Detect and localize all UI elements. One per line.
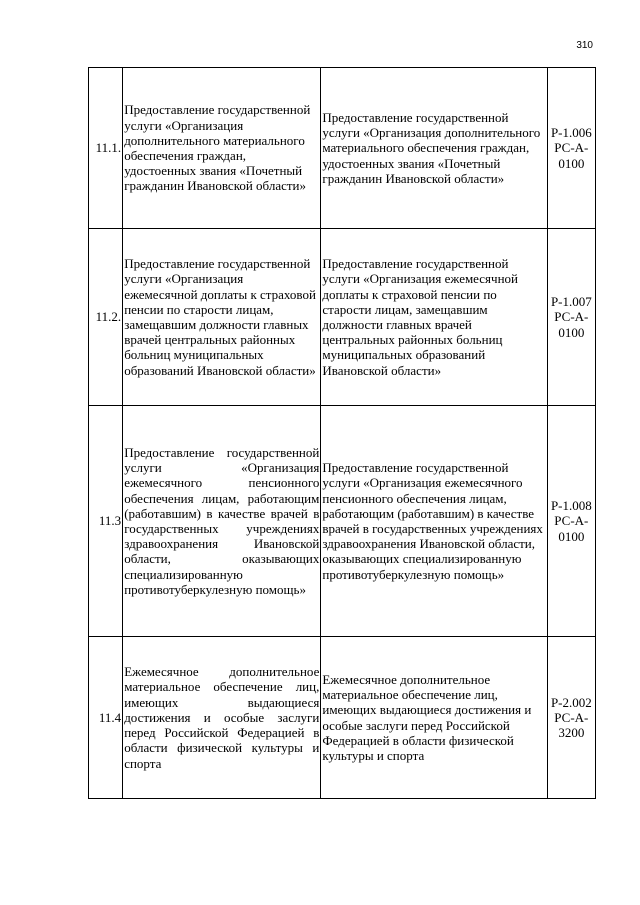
- row-name: Предоставление государственной услуги «Организация дополнительного материального обеспечения граждан, удостоенных звания «Почетный гражданин Ивановской области»: [123, 68, 321, 229]
- table-row: [89, 637, 596, 799]
- row-code: [547, 68, 595, 229]
- row-service: Предоставление государственной услуги «Организация дополнительного материального обеспечения граждан, удостоенных звания «Почетный гражданин Ивановской области»: [321, 68, 547, 229]
- row-name: Предоставление государственной услуги «Организация ежемесячного пенсионного обеспечения лицам, работающим (работавшим) в качестве врачей в государственных учреждениях здравоохранения Ивановской области, оказывающих специализированную противотуберкулезную помощь»: [123, 406, 321, 637]
- row-number: 11.2.: [89, 229, 123, 406]
- row-service: Предоставление государственной услуги «Организация ежемесячной доплаты к страховой пенсии по старости лицам, замещавшим должности главных врачей центральных районных больниц муниципальных образований Ивановской области»: [321, 229, 547, 406]
- page-number: 310: [576, 40, 593, 51]
- code-line: 3200: [558, 725, 585, 741]
- code-line: РС-А-: [554, 709, 589, 725]
- row-code: [547, 229, 595, 406]
- row-code: [547, 406, 595, 637]
- row-name: Предоставление государственной услуги «Организация ежемесячной доплаты к страховой пенсии по старости лицам, замещавшим должности главных врачей центральных районных больниц муниципальных образований Ивановской области»: [123, 229, 321, 406]
- row-number: 11.1.: [89, 68, 123, 229]
- code-line: РС-А-: [554, 513, 589, 529]
- code-line: РС-А-: [554, 309, 589, 325]
- code-line: 0100: [558, 155, 585, 171]
- services-table: [88, 67, 596, 799]
- row-number: 11.3: [89, 406, 123, 637]
- code-line: 0100: [558, 324, 585, 340]
- row-number: 11.4: [89, 637, 123, 799]
- code-line: Р-1.007: [550, 294, 592, 310]
- row-service: Ежемесячное дополнительное материальное обеспечение лиц, имеющих выдающиеся достижения и особые заслуги перед Российской Федерацией в области физической культуры и спорта: [321, 637, 547, 799]
- row-name: Ежемесячное дополнительное материальное обеспечение лиц, имеющих выдающиеся достижения и особые заслуги перед Российской Федерацией в области физической культуры и спорта: [123, 637, 321, 799]
- row-service: Предоставление государственной услуги «Организация ежемесячного пенсионного обеспечения лицам, работающим (работавшим) в качестве врачей в государственных учреждениях здравоохранения Ивановской области, оказывающих специализированную противотуберкулезную помощь»: [321, 406, 547, 637]
- table-row: [89, 229, 596, 406]
- row-code: [547, 637, 595, 799]
- table-row: [89, 406, 596, 637]
- code-line: 0100: [558, 528, 585, 544]
- table-row: [89, 68, 596, 229]
- code-line: Р-1.008: [550, 498, 592, 514]
- code-line: Р-2.002: [550, 694, 592, 710]
- code-line: РС-А-: [554, 140, 589, 156]
- code-line: Р-1.006: [550, 125, 592, 141]
